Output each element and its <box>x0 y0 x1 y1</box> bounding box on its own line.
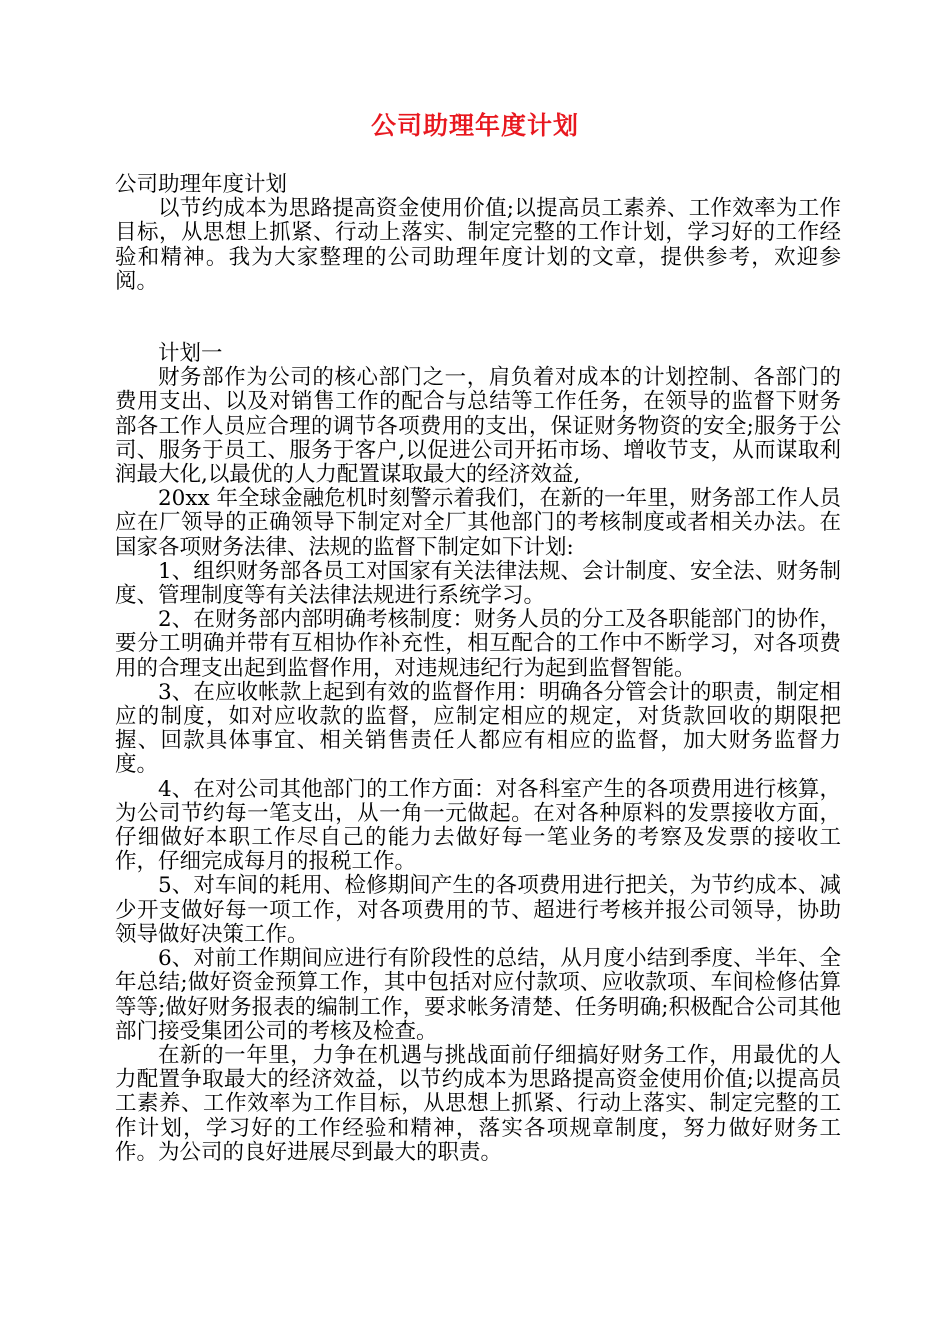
list-item-4: 4、在对公司其他部门的工作方面：对各科室产生的各项费用进行核算，为公司节约每一笔支出，从一角一元做起。在对各种原料的发票接收方面，仔细做好本职工作尽自己的能力去做好每一笔业务的考察及发票的接收工作，仔细完成每月的报税工作。 <box>115 776 841 875</box>
list-item-5: 5、对车间的耗用、检修期间产生的各项费用进行把关，为节约成本、减少开支做好每一项工作，对各项费用的节、超进行考核并报公司领导，协助领导做好决策工作。 <box>115 873 841 947</box>
body-paragraph: 财务部作为公司的核心部门之一，肩负着对成本的计划控制、各部门的费用支出、以及对销售工作的配合与总结等工作任务，在领导的监督下财务部各工作人员应合理的调节各项费用的支出，保证财务物资的安全;服务于公司、服务于员工、服务于客户,以促进公司开拓市场、增收节支，从而谋取利润最大化,以最优的人力配置谋取最大的经济效益, <box>115 365 841 488</box>
document-subtitle: 公司助理年度计划 <box>115 172 288 197</box>
document-title: 公司助理年度计划 <box>370 111 579 140</box>
list-item-3: 3、在应收帐款上起到有效的监督作用：明确各分管会计的职责，制定相应的制度，如对应收款的监督，应制定相应的规定，对货款回收的期限把握、回款具体事宜、相关销售责任人都应有相应的监督，加大财务监督力度。 <box>115 679 841 778</box>
paragraph-spacer <box>115 294 841 342</box>
list-item-2: 2、在财务部内部明确考核制度：财务人员的分工及各职能部门的协作，要分工明确并带有互相协作补充性，相互配合的工作中不断学习，对各项费用的合理支出起到监督作用，对违规违纪行为起到监督智能。 <box>115 607 841 681</box>
list-item-1: 1、组织财务部各员工对国家有关法律法规、会计制度、安全法、财务制度、管理制度等有关法律法规进行系统学习。 <box>115 558 841 609</box>
list-item-6: 6、对前工作期间应进行有阶段性的总结，从月度小结到季度、半年、全年总结;做好资金预算工作，其中包括对应付款项、应收款项、车间检修估算等等;做好财务报表的编制工作，要求帐务清楚、任务明确;积极配合公司其他部门接受集团公司的考核及检查。 <box>115 946 841 1044</box>
body-paragraph: 20xx 年全球金融危机时刻警示着我们，在新的一年里，财务部工作人员应在厂领导的正确领导下制定对全厂其他部门的考核制度或者相关办法。在国家各项财务法律、法规的监督下制定如下计划: <box>115 486 841 560</box>
closing-paragraph: 在新的一年里，力争在机遇与挑战面前仔细搞好财务工作，用最优的人力配置争取最大的经济效益，以节约成本为思路提高资金使用价值;以提高员工素养、工作效率为工作目标，从思想上抓紧、行动上落实、制定完整的工作计划，学习好的工作经验和精神，落实各项规章制度，努力做好财务工作。为公司的良好进展尽到最大的职责。 <box>115 1042 841 1165</box>
intro-paragraph: 以节约成本为思路提高资金使用价值;以提高员工素养、工作效率为工作目标，从思想上抓紧、行动上落实、制定完整的工作计划，学习好的工作经验和精神。我为大家整理的公司助理年度计划的文章，提供参考，欢迎参阅。 <box>115 196 841 294</box>
plan-heading: 计划一 <box>158 341 223 367</box>
document-body <box>115 173 841 1165</box>
